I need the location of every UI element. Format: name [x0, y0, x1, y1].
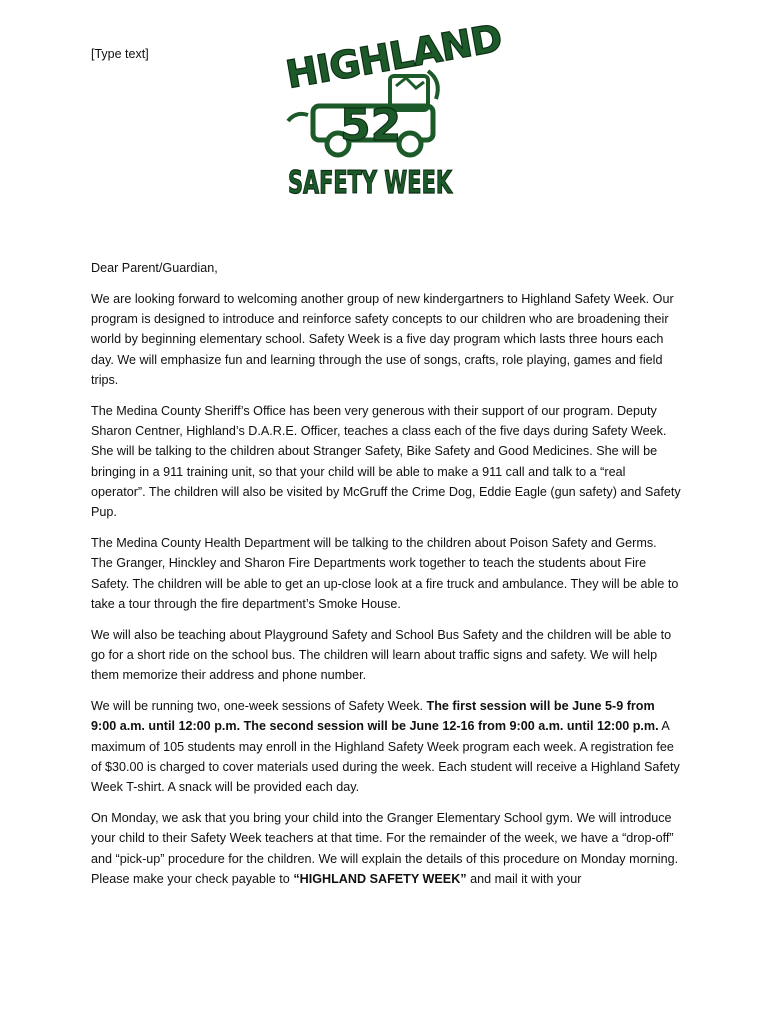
- letter-body: [91, 258, 681, 900]
- sessions-details: A maximum of 105 students may enroll in the Highland Safety Week program each week. A registration fee of $30.00 is charged to cover materials used during the week. Each student will receive a Highland Safety Week T-shirt. A snack will be provided each day.: [91, 719, 680, 795]
- payee-name: “HIGHLAND SAFETY WEEK”: [293, 872, 467, 887]
- paragraph-sessions: [91, 696, 681, 797]
- sessions-dates: The first session will be June 5-9 from 9:00 a.m. until 12:00 p.m. The second session will be June 12-16 from 9:00 a.m. until 12:00 p.m.: [91, 699, 659, 734]
- header-placeholder: [Type text]: [91, 47, 149, 61]
- logo-bottom-text: SAFETY WEEK: [288, 165, 453, 201]
- highland-safety-week-logo: [278, 15, 505, 202]
- paragraph-health-fire: The Medina County Health Department will be talking to the children about Poison Safety and Germs. The Granger, Hinckley and Sharon Fire Departments work together to teach the students about Fire Safety. The children will be able to get an up-close look at a fire truck and ambulance. They will be able to take a tour through the fire department’s Smoke House.: [91, 536, 679, 611]
- sessions-intro: We will be running two, one-week sessions of Safety Week.: [91, 699, 427, 714]
- paragraph-playground-bus: We will also be teaching about Playground Safety and School Bus Safety and the children will be able to go for a short ride on the school bus. The children will learn about traffic signs and safety. We will help them memorize their address and phone number.: [91, 627, 672, 683]
- monday-rest: and mail it with your: [466, 872, 582, 887]
- logo-top-text: HIGHLAND: [282, 15, 505, 97]
- salutation: Dear Parent/Guardian,: [91, 261, 218, 275]
- logo-middle-text: 52: [340, 100, 402, 151]
- monday-intro: On Monday, we ask that you bring your child into the Granger Elementary School gym. We will introduce your child to their Safety Week teachers at that time. For the remainder of the week, we have a “drop-off” and “pick-up” procedure for the children. We will explain the details of this procedure on Monday morning. Please make your check payable to: [91, 811, 679, 887]
- paragraph-sheriff: The Medina County Sheriff’s Office has been very generous with their support of our program. Deputy Sharon Centner, Highland’s D.A.R.E. Officer, teaches a class each of the five days during Safety Week. She will be talking to the children about Stranger Safety, Bike Safety and Good Medicines. She will be bringing in a 911 training unit, so that your child will be able to make a 911 call and talk to a “real operator”. The children will also be visited by McGruff the Crime Dog, Eddie Eagle (gun safety) and Safety Pup.: [91, 403, 681, 520]
- paragraph-intro: We are looking forward to welcoming another group of new kindergartners to Highland Safety Week. Our program is designed to introduce and reinforce safety concepts to our children who are broadening their world by beginning elementary school. Safety Week is a five day program which lasts three hours each day. We will emphasize fun and learning through the use of songs, crafts, role playing, games and field trips.: [91, 291, 674, 387]
- paragraph-monday: [91, 808, 681, 889]
